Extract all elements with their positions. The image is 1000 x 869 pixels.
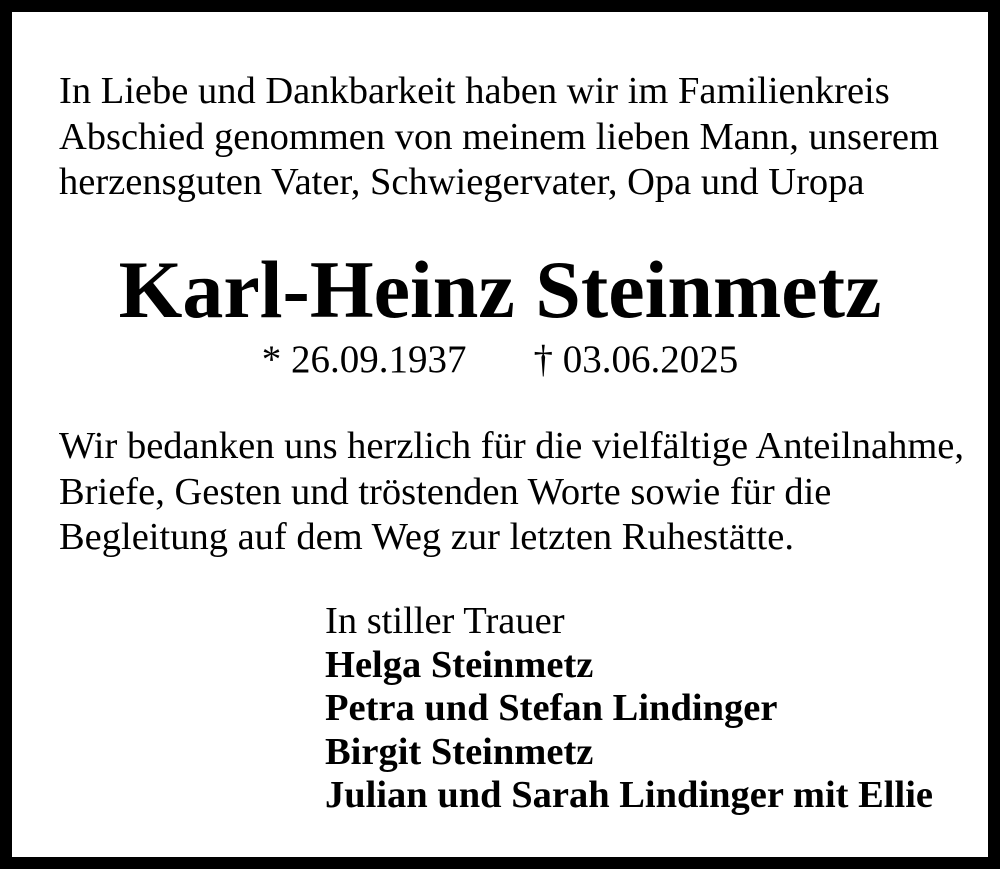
deceased-name-text: Karl-Heinz Steinmetz bbox=[118, 244, 882, 335]
thanks-line: Begleitung auf dem Weg zur letzten Ruhestätte. bbox=[59, 516, 794, 558]
birth-date: * 26.09.1937 bbox=[261, 338, 467, 381]
intro-line: Abschied genommen von meinem lieben Mann, unserem bbox=[59, 115, 939, 158]
thanks-line: Briefe, Gesten und tröstenden Worte sowie für die bbox=[59, 470, 832, 513]
thanks-line: Wir bedanken uns herzlich für die vielfältige Anteilnahme, bbox=[59, 425, 965, 467]
intro-line: herzensguten Vater, Schwiegervater, Opa und Uropa bbox=[59, 161, 865, 203]
intro-line: In Liebe und Dankbarkeit haben wir im Familienkreis bbox=[59, 70, 890, 112]
mourners-heading: In stiller Trauer bbox=[325, 600, 565, 642]
mourner-name: Petra und Stefan Lindinger bbox=[325, 687, 778, 729]
life-dates bbox=[12, 340, 988, 379]
intro-paragraph bbox=[59, 69, 989, 206]
mourner-name: Julian und Sarah Lindinger mit Ellie bbox=[325, 774, 933, 816]
thanks-paragraph bbox=[59, 424, 989, 561]
deceased-name bbox=[12, 244, 988, 335]
mourner-name: Birgit Steinmetz bbox=[325, 730, 594, 773]
death-date: † 03.06.2025 bbox=[533, 338, 739, 381]
mourners-block bbox=[325, 600, 933, 818]
mourner-name: Helga Steinmetz bbox=[325, 643, 594, 686]
